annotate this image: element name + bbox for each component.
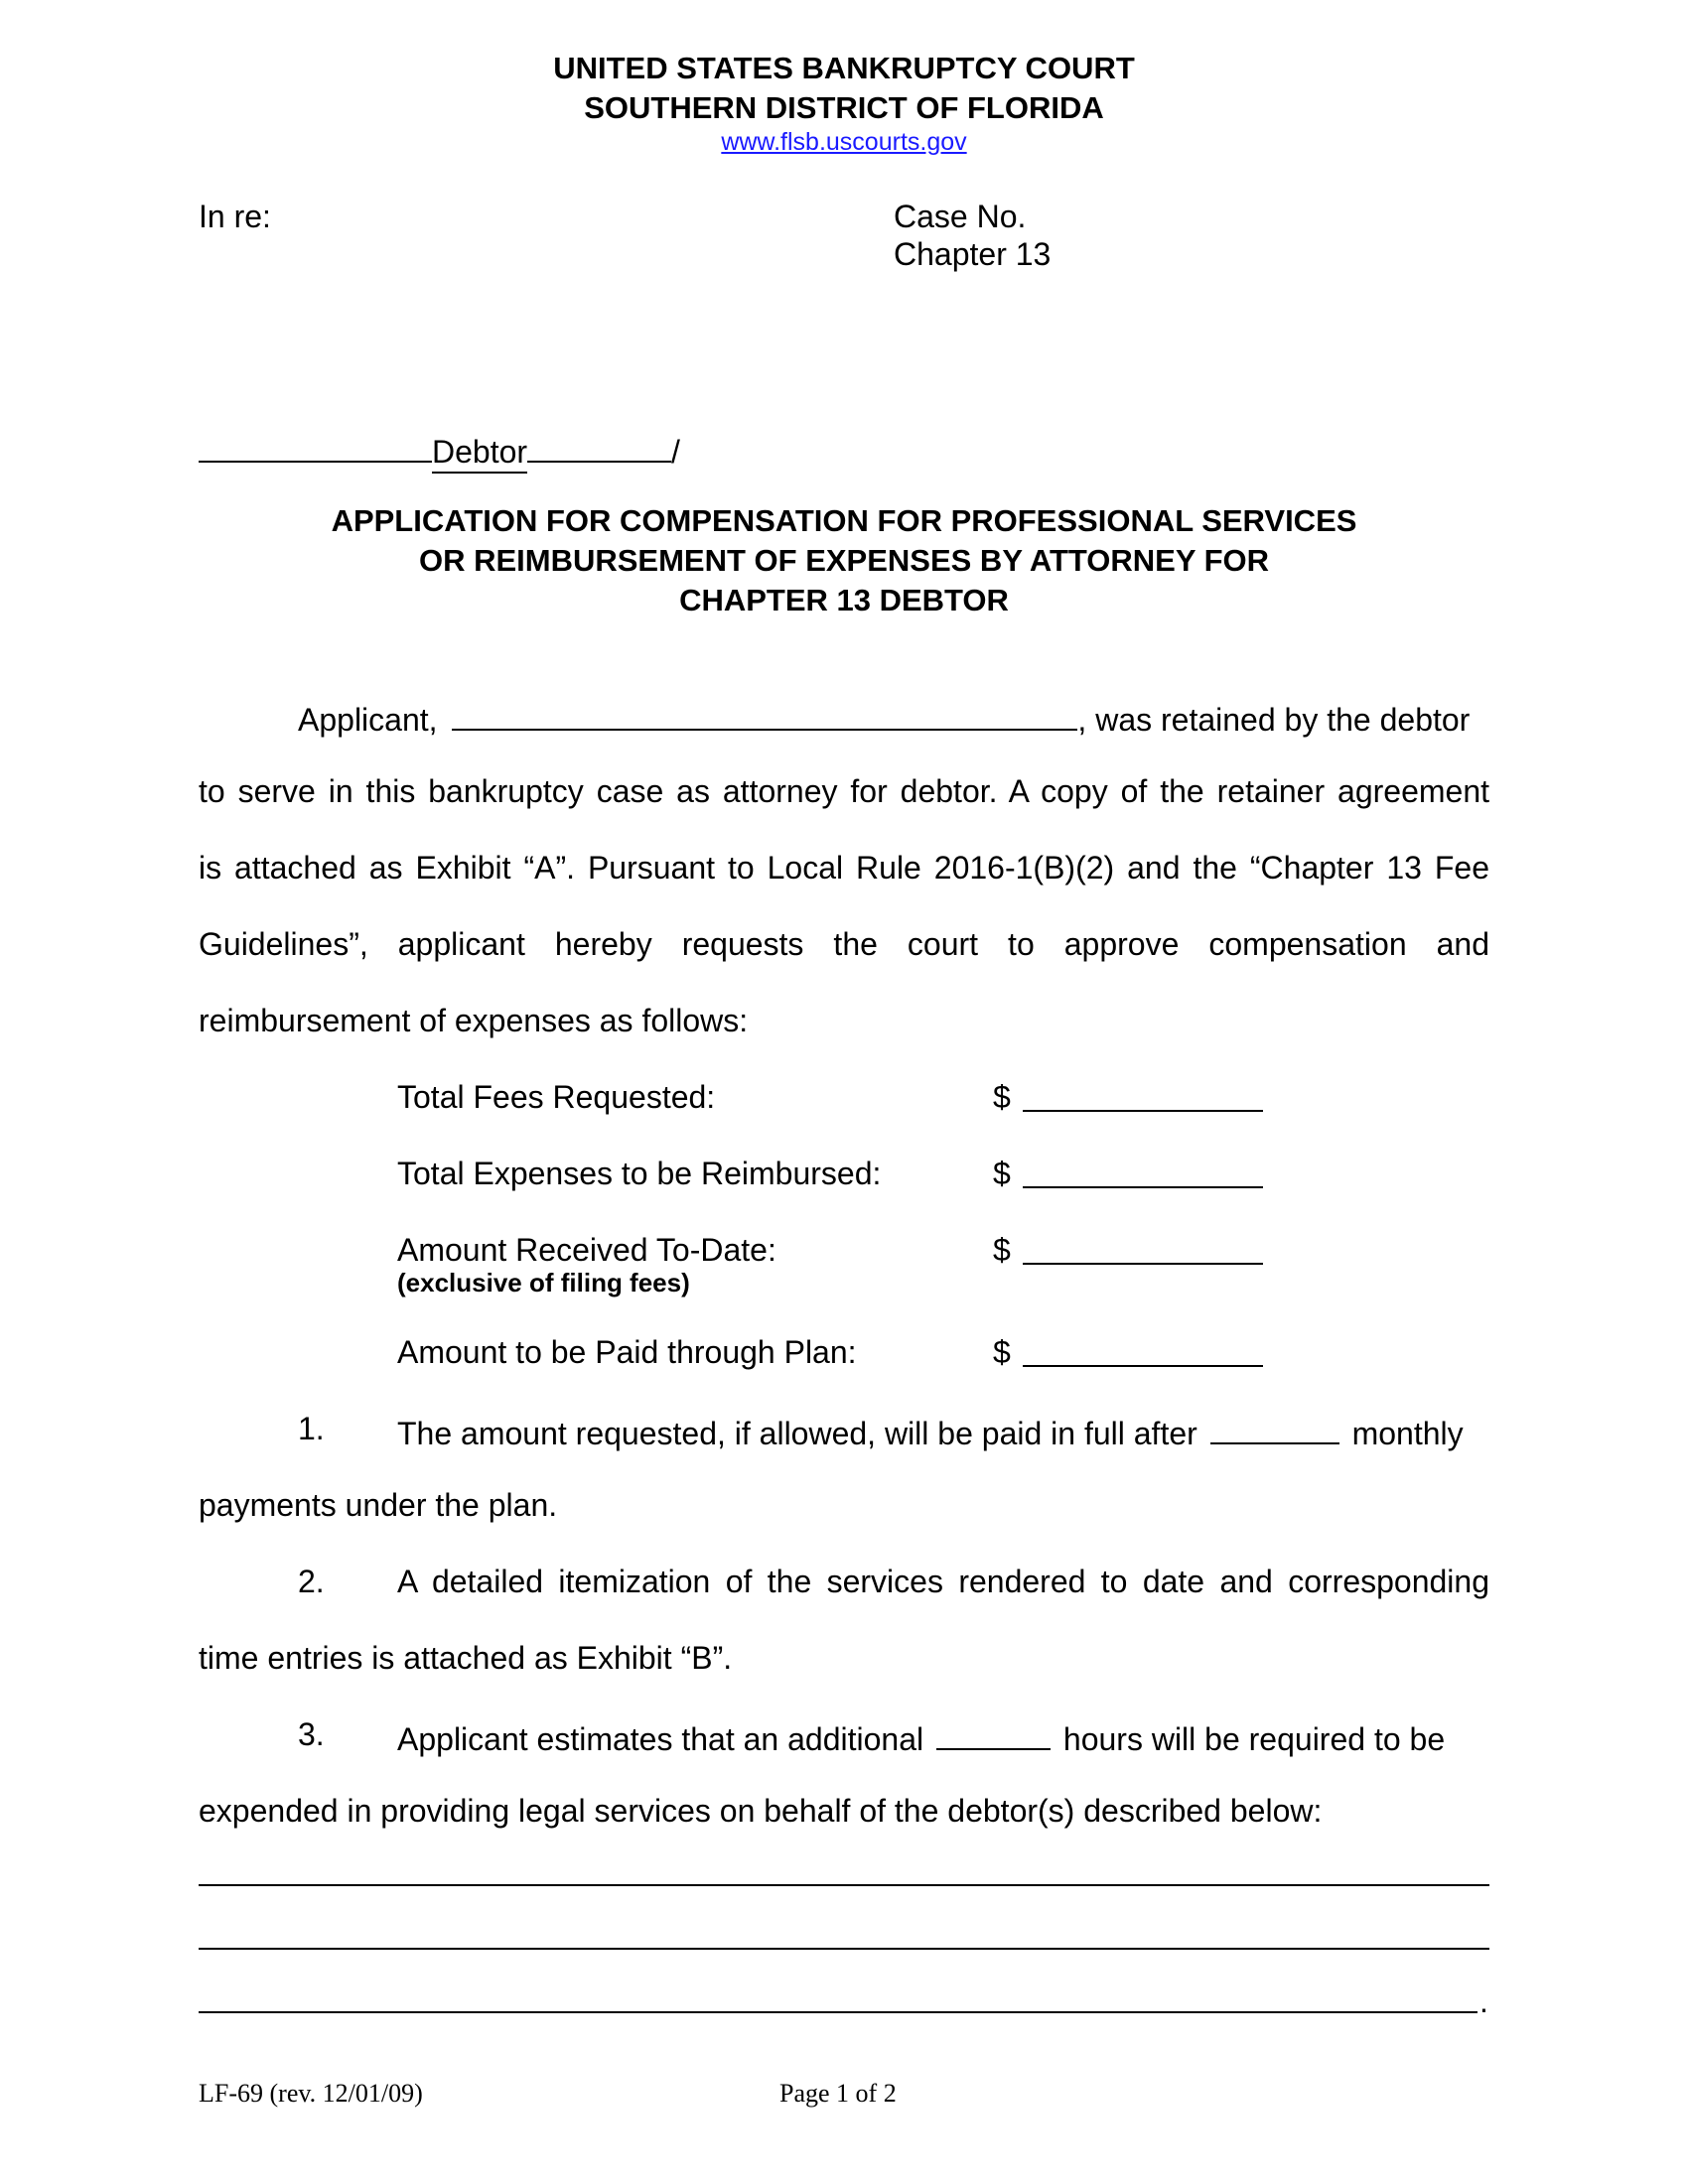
debtor-name-blank-left[interactable] bbox=[199, 427, 432, 463]
intro-line-3: is attached as Exhibit “A”. Pursuant to Local Rule 2016-1(B)(2) and the “Chapter 13 Fee bbox=[199, 850, 1489, 886]
total-expenses-field[interactable] bbox=[1023, 1186, 1263, 1188]
applicant-line bbox=[298, 695, 1470, 740]
intro-line-5: reimbursement of expenses as follows: bbox=[199, 1003, 749, 1038]
total-fees-label: Total Fees Requested: bbox=[397, 1079, 716, 1115]
item-1-continuation: payments under the plan. bbox=[199, 1487, 558, 1523]
total-fees-field[interactable] bbox=[1023, 1110, 1263, 1112]
amount-received-currency: $ bbox=[993, 1232, 1011, 1268]
monthly-payments-blank[interactable] bbox=[1210, 1409, 1339, 1444]
debtor-line bbox=[199, 427, 680, 474]
item-2-number: 2. bbox=[298, 1564, 325, 1599]
item-1-prefix: The amount requested, if allowed, will be paid in full after bbox=[397, 1416, 1197, 1451]
total-expenses-currency: $ bbox=[993, 1156, 1011, 1191]
item-3-continuation: expended in providing legal services on behalf of the debtor(s) described below: bbox=[199, 1793, 1323, 1829]
amount-received-note: (exclusive of filing fees) bbox=[397, 1268, 690, 1297]
total-expenses-label: Total Expenses to be Reimbursed: bbox=[397, 1156, 882, 1191]
amount-received-label: Amount Received To-Date: bbox=[397, 1232, 776, 1268]
description-line-3[interactable] bbox=[199, 2011, 1477, 2013]
court-website-link[interactable]: www.flsb.uscourts.gov bbox=[721, 128, 967, 156]
description-final-period: . bbox=[1479, 1983, 1488, 2019]
description-line-1[interactable] bbox=[199, 1884, 1489, 1886]
application-title-line3: CHAPTER 13 DEBTOR bbox=[679, 583, 1009, 617]
applicant-name-blank[interactable] bbox=[452, 695, 1077, 731]
item-1-number: 1. bbox=[298, 1411, 325, 1446]
in-re-label: In re: bbox=[199, 199, 271, 234]
item-3-line bbox=[397, 1714, 1445, 1759]
amount-plan-field[interactable] bbox=[1023, 1365, 1263, 1367]
item-1-line bbox=[397, 1409, 1464, 1453]
applicant-prefix: Applicant, bbox=[298, 702, 438, 738]
chapter-label: Chapter 13 bbox=[894, 236, 1052, 272]
intro-line-4: Guidelines”, applicant hereby requests the court to approve compensation and bbox=[199, 926, 1489, 962]
total-fees-currency: $ bbox=[993, 1079, 1011, 1115]
amount-received-field[interactable] bbox=[1023, 1263, 1263, 1265]
court-website bbox=[0, 127, 1688, 157]
case-no-label: Case No. bbox=[894, 199, 1027, 234]
court-district: SOUTHERN DISTRICT OF FLORIDA bbox=[584, 90, 1104, 125]
description-line-2[interactable] bbox=[199, 1948, 1489, 1950]
additional-hours-blank[interactable] bbox=[936, 1714, 1051, 1750]
applicant-suffix: , was retained by the debtor bbox=[1077, 702, 1471, 738]
item-3-number: 3. bbox=[298, 1716, 325, 1752]
application-title-line1: APPLICATION FOR COMPENSATION FOR PROFESSIONAL SERVICES bbox=[331, 503, 1357, 538]
debtor-label: Debtor bbox=[432, 432, 527, 474]
item-1-suffix: monthly bbox=[1351, 1416, 1464, 1451]
form-identifier: LF-69 (rev. 12/01/09) bbox=[199, 2079, 423, 2108]
court-name: UNITED STATES BANKRUPTCY COURT bbox=[553, 51, 1135, 85]
amount-plan-currency: $ bbox=[993, 1334, 1011, 1370]
debtor-slash: / bbox=[671, 434, 680, 470]
item-3-suffix: hours will be required to be bbox=[1062, 1721, 1446, 1757]
item-3-prefix: Applicant estimates that an additional bbox=[397, 1721, 924, 1757]
intro-line-2: to serve in this bankruptcy case as attorney for debtor. A copy of the retainer agreement bbox=[199, 773, 1489, 809]
application-title-line2: OR REIMBURSEMENT OF EXPENSES BY ATTORNEY FOR bbox=[418, 543, 1270, 578]
item-2-continuation: time entries is attached as Exhibit “B”. bbox=[199, 1640, 733, 1676]
amount-plan-label: Amount to be Paid through Plan: bbox=[397, 1334, 857, 1370]
debtor-name-blank-right[interactable] bbox=[527, 427, 671, 463]
item-2-line: A detailed itemization of the services rendered to date and corresponding bbox=[397, 1564, 1489, 1599]
page-number: Page 1 of 2 bbox=[779, 2079, 897, 2108]
